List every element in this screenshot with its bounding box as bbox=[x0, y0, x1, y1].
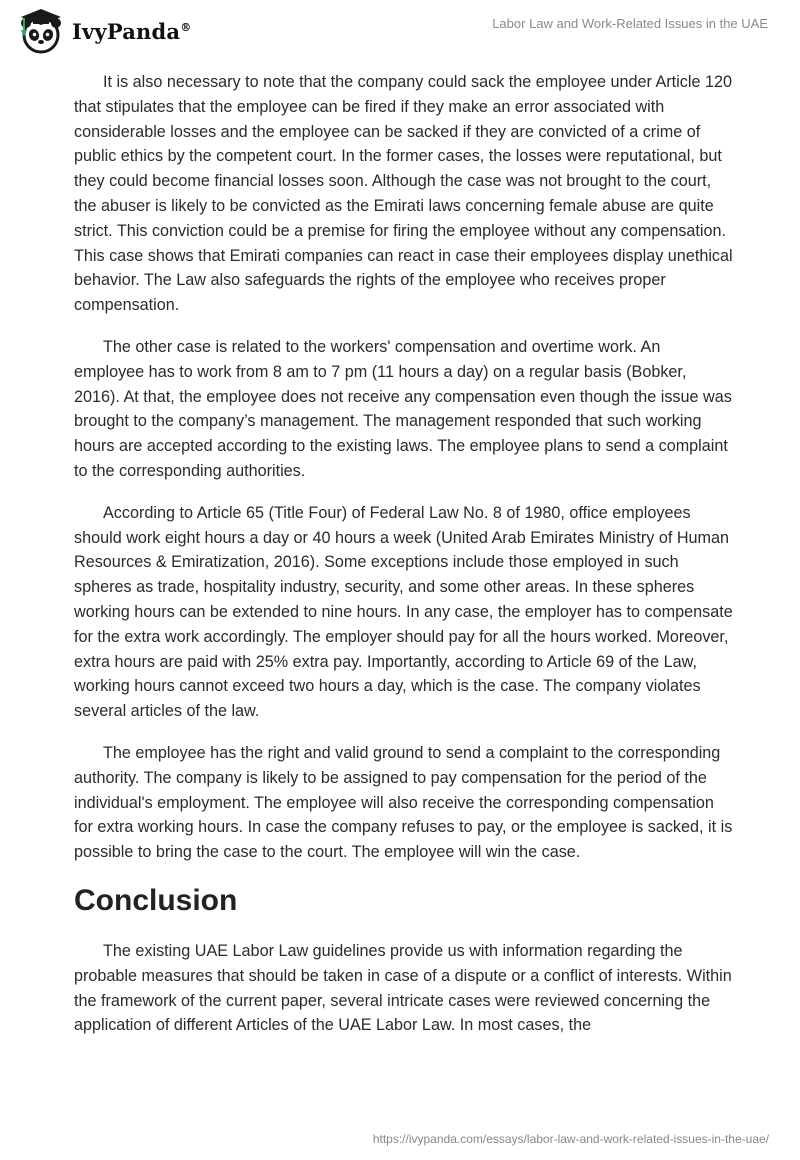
paragraph: The other case is related to the workers' compensation and overtime work. An employee has to work from 8 am to 7 pm (11 hours a day) on a regular basis (Bobker, 2016). At that, the employee does not receive any compensation even though the issue was brought to the company’s management. The management responded that such working hours are accepted according to the existing laws. The employee plans to send a complaint to the corresponding authorities. bbox=[74, 337, 732, 480]
source-url-link[interactable]: https://ivypanda.com/essays/labor-law-and-work-related-issues-in-the-uae/ bbox=[372, 1132, 769, 1146]
paragraph-conclusion: The existing UAE Labor Law guidelines provide us with information regarding the probable measures that should be taken in case of a dispute or a conflict of interests. Within the framework of the current paper, several intricate cases were reviewed concerning the application of different Articles of the UAE Labor Law. In most cases, the bbox=[74, 941, 732, 1035]
paragraph: The employee has the right and valid ground to send a complaint to the corresponding authority. The company is likely to be assigned to pay compensation for the period of the individual's employment. The employee will also receive the corresponding compensation for extra working hours. In case the company refuses to pay, or the employee is sacked, it is possible to bring the case to the court. The employee will win the case. bbox=[74, 743, 733, 862]
panda-graduate-icon bbox=[16, 6, 66, 56]
paragraph: According to Article 65 (Title Four) of Federal Law No. 8 of 1980, office employees should work eight hours a day or 40 hours a week (United Arab Emirates Ministry of Human Resources & Emiratization, 2016). Some exceptions include those employed in such spheres as trade, hospitality industry, security, and some other areas. In these spheres working hours can be extended to nine hours. In any case, the employer has to compensate for the extra work accordingly. The employer should pay for all the hours worked. Moreover, extra hours are paid with 25% extra pay. Importantly, according to Article 69 of the Law, working hours cannot exceed two hours a day, which is the case. The company violates several articles of the law. bbox=[74, 503, 733, 721]
essay-body bbox=[74, 70, 734, 1055]
brand-name: IvyPanda® bbox=[72, 18, 192, 44]
section-heading-conclusion: Conclusion bbox=[74, 883, 238, 917]
ivypanda-logo[interactable] bbox=[16, 6, 191, 56]
page-header bbox=[0, 0, 800, 60]
document-title: Labor Law and Work-Related Issues in the UAE bbox=[492, 16, 768, 31]
paragraph: It is also necessary to note that the company could sack the employee under Article 120 that stipulates that the employee can be fired if they make an error associated with considerable losses and the employee can be sacked if they are convicted of a crime of public ethics by the competent court. In the former cases, the losses were reputational, but they could become financial losses soon. Although the case was not brought to the court, the abuser is likely to be convicted as the Emirati laws concerning female abuse are quite strict. This conviction could be a premise for firing the employee without any compensation. This case shows that Emirati companies can react in case their employees display unethical behavior. The Law also safeguards the rights of the employee who receives proper compensation. bbox=[74, 73, 733, 315]
